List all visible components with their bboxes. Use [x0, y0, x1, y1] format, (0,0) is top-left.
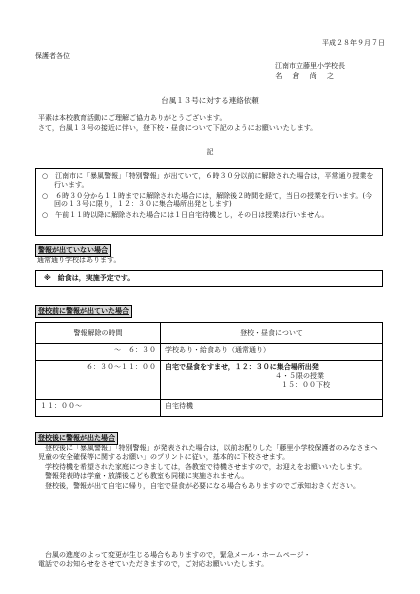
table-row: [36, 344, 383, 361]
closing-line: 電話でのお知らせをさせていただきますので，ご対応お願いいたします。: [38, 559, 269, 568]
intro-text: [38, 114, 388, 134]
section-heading-no-warning: 警報が出ていない場合: [35, 244, 111, 257]
notice-item: ○ 午前１１時以降に解除された場合には１日自宅待機とし，その日は授業は行いません。: [42, 211, 329, 219]
notice-item: ○ 江南市に「暴風警報」「特別警報」が出ていて，６時３０分以前に解除された場合は，平常通り授業を行います。: [42, 172, 374, 189]
closing-text: [38, 551, 388, 569]
time-cell: １１：００～: [36, 400, 161, 417]
column-header-time: 警報解除の時間: [36, 323, 161, 344]
school-name: 江南市立藤里小学校長: [275, 62, 345, 70]
action-extra: １５：００下校: [281, 380, 330, 389]
action-cell: 自宅待機: [161, 400, 383, 417]
closing-line: 台風の進度のよって変更が生じる場合もありますので，緊急メール・ホームページ・: [45, 551, 311, 559]
ki-heading: 記: [206, 148, 214, 156]
action-extra: ４・５限の授業: [275, 371, 324, 380]
action-main: 自宅で昼食をすませ，１２：３０に集合場所出発: [165, 363, 319, 371]
time-cell: ～ ６：３０: [36, 344, 161, 361]
intro-line: 平素は本校教育活動にご理解ご協力ありがとうございます。: [38, 114, 227, 122]
section3-para: 登校後に「暴風警報」「特別警報」が発表された場合は，以前お配りした「藤里小学校保護者のみなさまへ 児童の安全確保等に関するお願い」のプリントに従い，基本的に下校させます。: [38, 444, 385, 461]
section3-para: 学校待機を希望された家庭につきましては，各教室で待機させますので，お迎えをお願いいたします。: [45, 462, 367, 471]
document-title: 台風１３号に対する連絡依頼: [161, 96, 259, 105]
lunch-note-box: ※ 給食は，実施予定です。: [35, 270, 383, 287]
section-heading-after-school: 登校後に警報が出た場合: [35, 432, 118, 445]
table-row: [36, 361, 383, 400]
document-date: 平成２８年９月７日: [322, 39, 385, 47]
notice-box: [35, 168, 383, 236]
section3-body: [38, 444, 388, 492]
notice-item: ○ ６時３０分から１１時までに解除された場合には，解除後２時間を経て，当日の授業を行います。(今回の１３号に限り，１２：３０に集合場所出発とします): [42, 191, 373, 209]
addressee: 保護者各位: [35, 52, 70, 60]
action-cell: [161, 361, 383, 400]
table-header-row: [36, 323, 383, 344]
section3-para: 登校後，警報が出て自宅に帰り，自宅で昼食が必要になる場合もありますのでご承知おきください。: [45, 482, 360, 490]
section1-text: 通常通り学校はあります。: [37, 256, 121, 264]
time-cell: ６：３０～１１：００: [36, 361, 161, 400]
schedule-table: [35, 322, 383, 417]
table-row: [36, 400, 383, 417]
section-heading-before-school: 登校前に警報が出ていた場合: [35, 305, 132, 318]
section3-para: 警報発表時は学童・放課後こども教室も同様に実施されません。: [45, 472, 249, 481]
action-cell: 学校あり・給食あり（通常通り）: [161, 344, 383, 361]
column-header-action: 登校・昼食について: [161, 323, 383, 344]
intro-line: さて，台風１３号の接近に伴い，登下校・昼食について下記のようにお願いいたします。: [38, 123, 318, 132]
principal-name: 名 倉 尚 之: [275, 72, 338, 80]
